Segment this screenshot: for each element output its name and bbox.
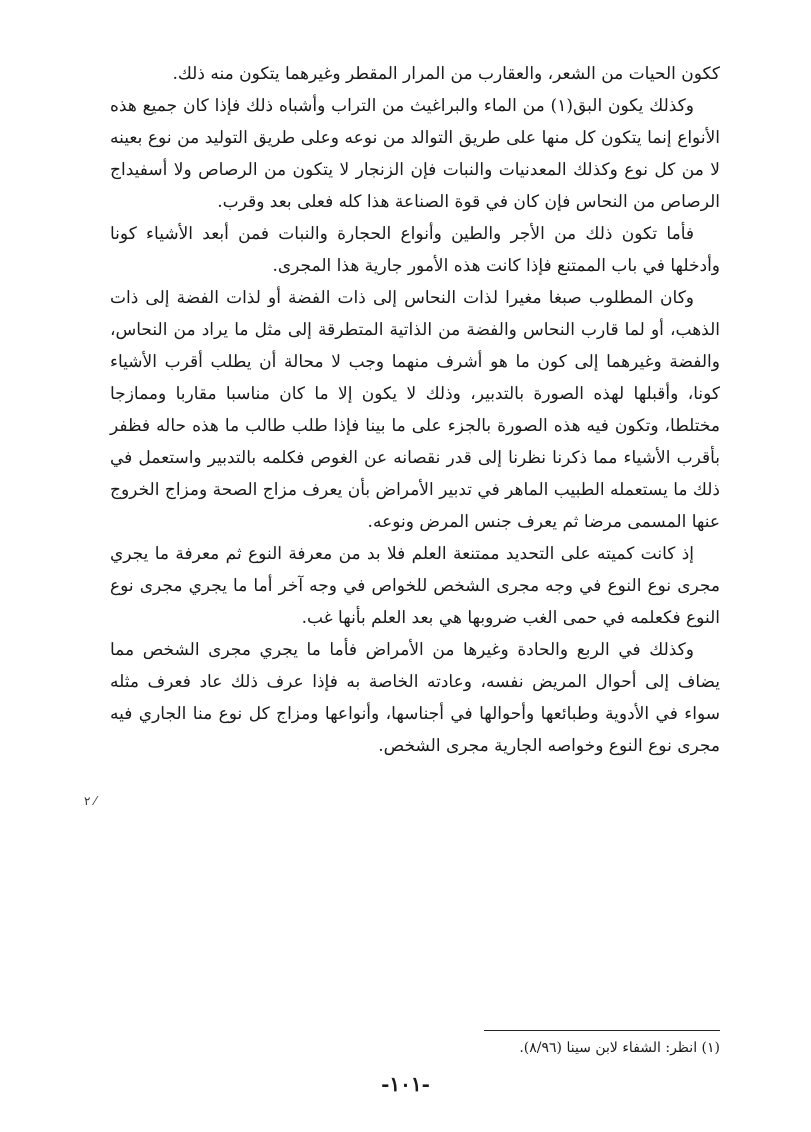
paragraph-3: فأما تكون ذلك من الأجر والطين وأنواع الحجارة والنبات فمن أبعد الأشياء كونا وأدخلها في باب الممتنع فإذا كانت هذه الأمور جارية هذا المجرى. xyxy=(110,224,720,276)
paragraph-1: ككون الحيات من الشعر، والعقارب من المرار المقطر وغيرهما يتكون منه ذلك. xyxy=(172,64,720,84)
page-number: -١٠١- xyxy=(381,1072,430,1096)
paragraph-6: وكذلك في الربع والحادة وغيرها من الأمراض فأما ما يجري مجرى الشخص مما يضاف إلى أحوال المريض نفسه، وعادته الخاصة به فإذا عرف ذلك عاد فعرف مثله سواء في الأدوية وطبائعها وأحوالها في أجناسها، وأنواعها ومزاج كل نوع منا الجاري فيه مجرى نوع النوع وخواصه الجارية مجرى الشخص. xyxy=(110,640,720,756)
paragraph-2: وكذلك يكون البق(١) من الماء والبراغيث من التراب وأشباه ذلك فإذا كان جميع هذه الأنواع إنما يتكون كل منها على طريق التوالد من نوعه وعلى طريق التوليد من نوع بعينه لا من كل نوع وكذلك المعدنيات والنبات فإن الزنجار لا يتكون من الرصاص ولا أسفيداج الرصاص من النحاس فإن كان في قوة الصناعة هذا كله فعلى بعد وقرب. xyxy=(110,96,720,212)
footnote-separator xyxy=(484,1030,720,1031)
margin-annotation: ٢ ⁄ xyxy=(84,794,97,808)
paragraph-5: إذ كانت كميته على التحديد ممتنعة العلم فلا بد من معرفة النوع ثم معرفة ما يجري مجرى نوع النوع في وجه مجرى الشخص للخواص في وجه آخر أما ما يجري مجرى نوع النوع فكعلمه في حمى الغب ضروبها هي بعد العلم بأنها غب. xyxy=(110,544,720,628)
paragraph-4: وكان المطلوب صبغا مغيرا لذات النحاس إلى ذات الفضة أو لذات الفضة إلى ذات الذهب، أو لما قارب النحاس والفضة من الذاتية المتطرقة إلى مثل ما يراد من النحاس، والفضة وغيرهما إلى كون ما هو أشرف منهما وجب لا محالة أن يطلب أقرب الأشياء كونا، وأقبلها لهذه الصورة بالتدبير، وذلك لا يكون إلا ما كان مناسبا مقاربا وممازجا مختلطا، وتكون فيه هذه الصورة بالجزء على ما بينا فإذا طلب طالب ما هذه حاله فظفر بأقرب الأشياء مما ذكرنا نظرنا إلى قدر نقصانه عن الغوص فكلمه بالتدبير واستعمل في ذلك ما يستعمله الطبيب الماهر في تدبير الأمراض بأن يعرف مزاج الصحة ومزاج الخروج عنها المسمى مرضا ثم يعرف جنس المرض ونوعه. xyxy=(110,288,720,532)
body-text xyxy=(110,58,720,762)
footnote: (١) انظر: الشفاء لابن سينا (٨/٩٦). xyxy=(519,1040,720,1056)
